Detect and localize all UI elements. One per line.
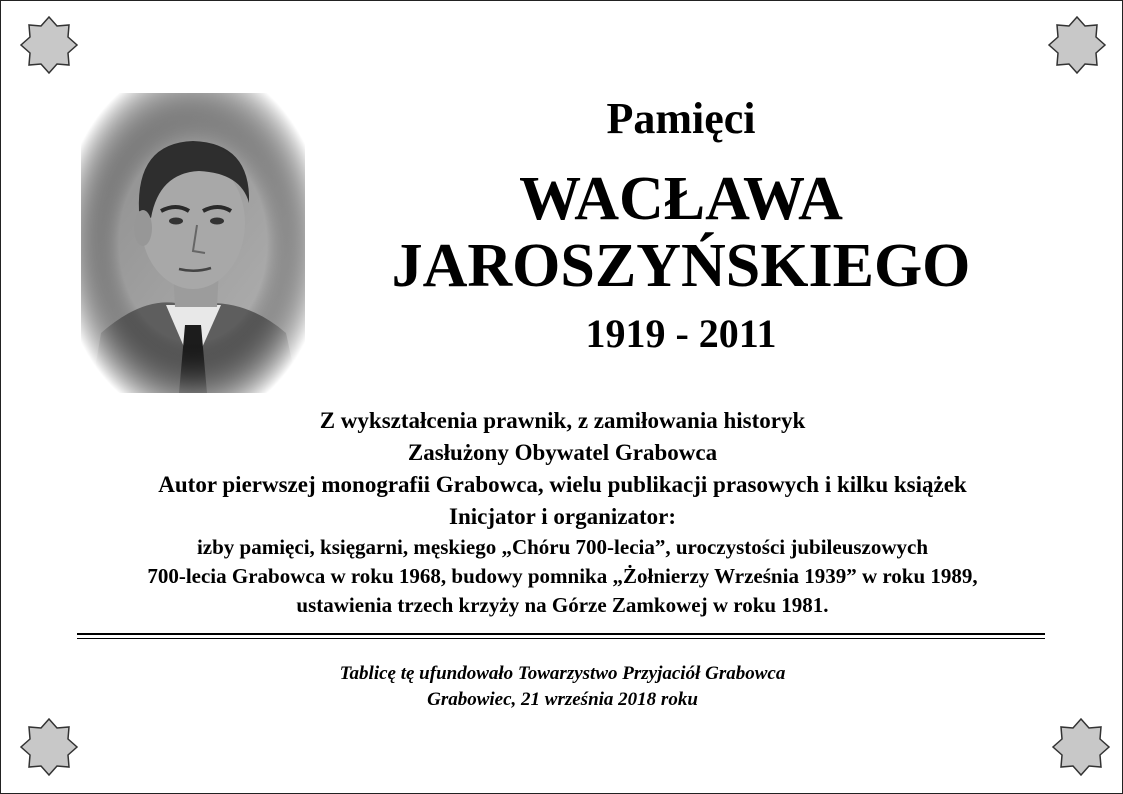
biography-line: Zasłużony Obywatel Grabowca [407,440,718,465]
corner-star-icon [19,15,79,75]
portrait-photo-icon [81,93,305,393]
biography-line: 700-lecia Grabowca w roku 1968, budowy pomnika „Żołnierzy Września 1939” w roku 1989, [147,564,978,588]
footer-date-line: Grabowiec, 21 września 2018 roku [427,689,698,710]
biography-line: Autor pierwszej monografii Grabowca, wielu publikacji prasowych i kilku książek [158,472,967,497]
double-divider [77,633,1045,639]
biography-line: Z wykształcenia prawnik, z zamiłowania historyk [319,408,806,433]
life-years: 1919 - 2011 [585,311,777,356]
corner-star-icon [1047,15,1107,75]
biography-line: ustawienia trzech krzyży na Górze Zamkowej w roku 1981. [296,593,829,617]
footer-note [21,661,1104,713]
first-name: WACŁAWA [519,165,843,233]
biography-line: izby pamięci, księgarni, męskiego „Chóru 700-lecia”, uroczystości jubileuszowych [196,535,929,559]
corner-star-icon [19,717,79,777]
biography-text [21,405,1104,620]
plaque-lead: Pamięci [606,94,756,143]
corner-star-icon [1051,717,1111,777]
surname: JAROSZYŃSKIEGO [391,232,971,300]
biography-line: Inicjator i organizator: [449,504,676,529]
footer-funder-line: Tablicę tę ufundowało Towarzystwo Przyjaciół Grabowca [339,663,786,684]
